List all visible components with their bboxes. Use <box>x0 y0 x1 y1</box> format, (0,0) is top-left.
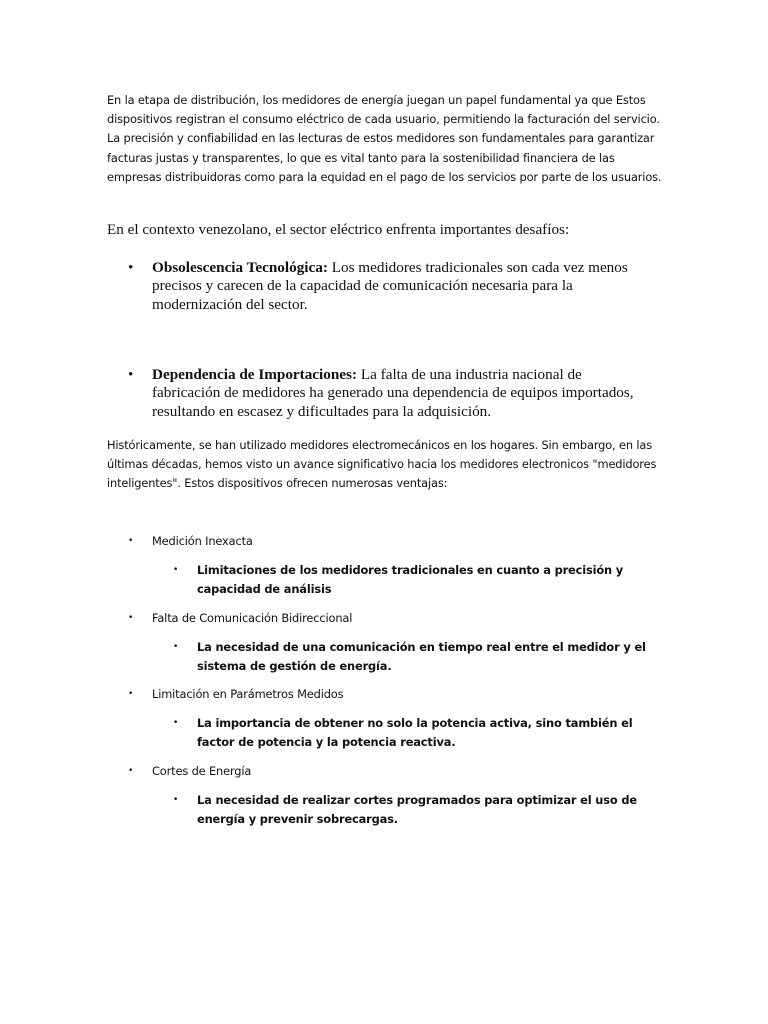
challenge-item-imports <box>152 366 652 421</box>
sub-list-bullet: • <box>173 565 179 575</box>
list-bullet: • <box>128 689 134 699</box>
sub-list-item-detail: La necesidad de una comunicación en tiempo real entre el medidor y el sistema de gestión de energía. <box>197 640 646 674</box>
challenge-text: Los medidores tradicionales son cada vez menos precisos y carecen de la capacidad de comunicación necesaria para la modernización del sector. <box>152 259 628 313</box>
list-item-label: Cortes de Energía <box>152 764 252 778</box>
paragraph-historical: Históricamente, se han utilizado medidores electromecánicos en los hogares. Sin embargo, en las últimas décadas, hemos visto un avance significativo hacia los medidores electronicos "medidores inteligentes". Estos dispositivos ofrecen numerosas ventajas: <box>107 438 657 491</box>
sub-list-item-detail: Limitaciones de los medidores tradicionales en cuanto a precisión y capacidad de análisis <box>197 563 624 597</box>
paragraph-distribution: En la etapa de distribución, los medidores de energía juegan un papel fundamental ya que Estos dispositivos registran el consumo eléctrico de cada usuario, permitiendo la facturación del servicio. La precisión y confiabilidad en las lecturas de estos medidores son fundamentales para garantizar facturas justas y transparentes, lo que es vital tanto para la sostenibilidad financiera de las empresas distribuidoras como para la equidad en el pago de los servicios por parte de los usuarios. <box>107 93 662 184</box>
paragraph-context: En el contexto venezolano, el sector eléctrico enfrenta importantes desafíos: <box>107 221 570 238</box>
sub-list-bullet: • <box>173 718 179 728</box>
list-item-label: Medición Inexacta <box>152 534 253 548</box>
list-item-label: Limitación en Parámetros Medidos <box>152 687 344 701</box>
challenge-title: Dependencia de Importaciones: <box>152 366 358 383</box>
challenge-item-obsolescence <box>152 259 652 314</box>
sub-list-bullet: • <box>173 795 179 805</box>
list-bullet: • <box>128 536 134 546</box>
challenge-text: La falta de una industria nacional de fabricación de medidores ha generado una dependencia de equipos importados, resultando en escasez y dificultades para la adquisición. <box>152 366 634 420</box>
challenge-title: Obsolescencia Tecnológica: <box>152 259 328 276</box>
list-item-label: Falta de Comunicación Bidireccional <box>152 611 353 625</box>
sub-list-item-detail: La importancia de obtener no solo la potencia activa, sino también el factor de potencia y la potencia reactiva. <box>197 716 633 750</box>
challenge-bullet: • <box>128 366 134 383</box>
list-bullet: • <box>128 766 134 776</box>
sub-list-item-detail: La necesidad de realizar cortes programados para optimizar el uso de energía y prevenir sobrecargas. <box>197 793 637 827</box>
challenge-bullet: • <box>128 259 134 276</box>
sub-list-bullet: • <box>173 642 179 652</box>
list-bullet: • <box>128 613 134 623</box>
